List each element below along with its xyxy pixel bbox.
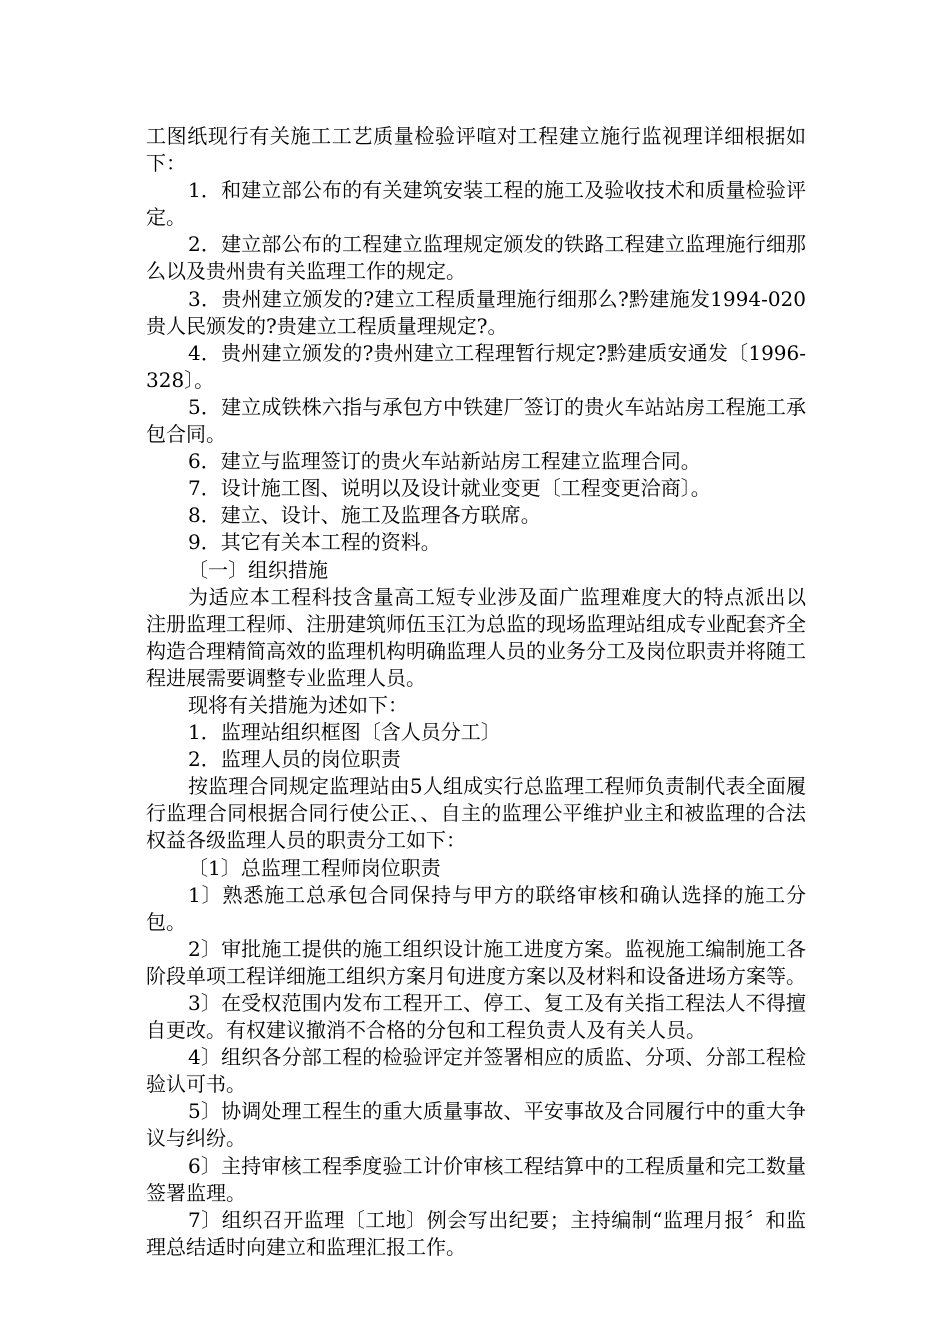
- body-paragraph: 〔1〕总监理工程师岗位职责: [188, 855, 441, 880]
- body-paragraph: 5．建立成铁株六指与承包方中铁建厂签订的贵火车站站房工程施工承包合同。: [146, 394, 806, 447]
- body-paragraph: 6．建立与监理签订的贵火车站新站房工程建立监理合同。: [188, 449, 701, 474]
- body-paragraph: 为适应本工程科技含量高工短专业涉及面广监理难度大的特点派出以注册监理工程师、注册建筑师伍玉江为总监的现场监理站组成专业配套齐全 构造合理精简高效的监理机构明确监理人员的业务分工及岗位职责并将随工程进展需要调整专业监理人员。: [146, 584, 806, 690]
- body-paragraph: 3〕在受权范围内发布工程开工、停工、复工及有关指工程法人不得擅自更改。有权建议撤消不合格的分包和工程负责人及有关人员。: [146, 991, 806, 1043]
- document-body: [146, 123, 806, 1261]
- body-paragraph: 6〕主持审核工程季度验工计价审核工程结算中的工程质量和完工数量签署监理。: [146, 1153, 806, 1205]
- body-paragraph: 1．和建立部公布的有关建筑安装工程的施工及验收技术和质量检验评定。: [146, 178, 806, 230]
- body-paragraph: 7〕组织召开监理〔工地〕例会写出纪要；主持编制“监理月报〞和监理总结适时向建立和监理汇报工作。: [146, 1207, 806, 1259]
- body-paragraph: 4．贵州建立颁发的?贵州建立工程理暂行规定?黔建质安通发〔1996-328〕。: [146, 340, 806, 392]
- body-paragraph: 2〕审批施工提供的施工组织设计施工进度方案。监视施工编制施工各阶段单项工程详细施工组织方案月旬进度方案以及材料和设备进场方案等。: [146, 936, 806, 988]
- body-paragraph: 1．监理站组织框图〔含人员分工〕: [188, 720, 501, 745]
- body-paragraph: 1〕熟悉施工总承包合同保持与甲方的联络审核和确认选择的施工分包。: [146, 882, 806, 934]
- body-paragraph: 8．建立、设计、施工及监理各方联席。: [188, 503, 541, 528]
- body-paragraph: 现将有关措施为述如下：: [188, 692, 408, 717]
- body-paragraph: 4〕组织各分部工程的检验评定并签署相应的质监、分项、分部工程检验认可书。: [146, 1045, 806, 1097]
- body-paragraph: 2．建立部公布的工程建立监理规定颁发的铁路工程建立监理施行细那么以及贵州贵有关监理工作的规定。: [146, 232, 806, 284]
- body-paragraph: 〔一〕组织措施: [188, 557, 328, 582]
- body-paragraph: 工图纸现行有关施工工艺质量检验评喧对工程建立施行监视理详细根据如下：: [146, 124, 806, 176]
- body-paragraph: 7．设计施工图、说明以及设计就业变更〔工程变更洽商〕。: [188, 476, 711, 501]
- body-paragraph: 3．贵州建立颁发的?建立工程质量理施行细那么?黔建施发1994-020贵人民颁发的?贵建立工程质量理规定?。: [146, 286, 806, 338]
- body-paragraph: 2．监理人员的岗位职责: [188, 747, 401, 772]
- body-paragraph: 5〕协调处理工程生的重大质量事故、平安事故及合同履行中的重大争议与纠纷。: [146, 1099, 806, 1151]
- body-paragraph: 9．其它有关本工程的资料。: [188, 530, 441, 555]
- body-paragraph: 按监理合同规定监理站由5人组成实行总监理工程师负责制代表全面履行监理合同根据合同行使公正、、自主的监理公平维护业主和被监理的合法权益各级监理人员的职责分工如下：: [146, 774, 806, 853]
